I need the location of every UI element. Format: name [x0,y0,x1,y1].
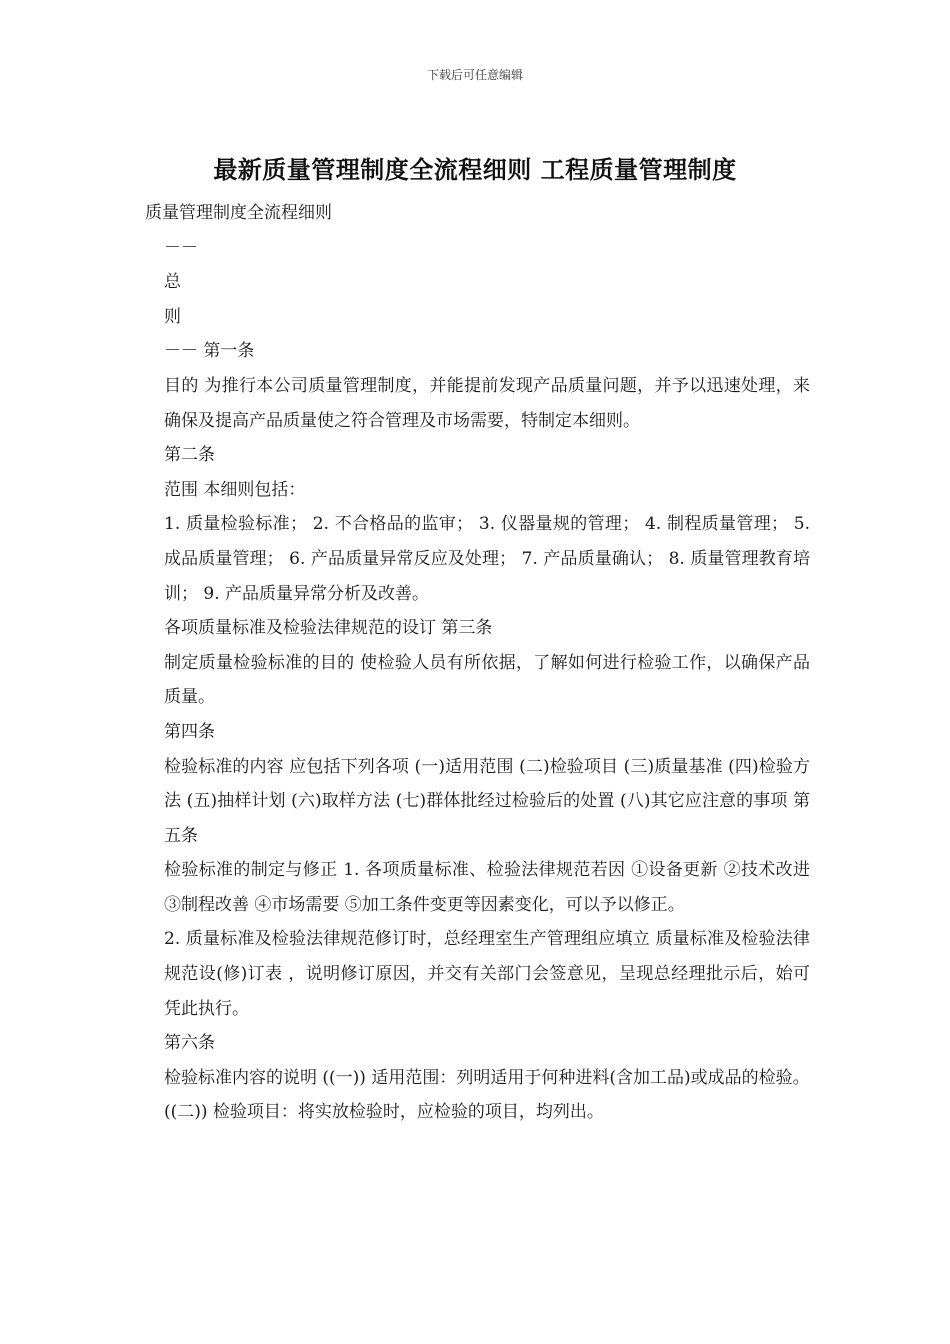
body-paragraph: 检验标准的制定与修正 1. 各项质量标准、检验法律规范若因 ①设备更新 ②技术改进 ③制程改善 ④市场需要 ⑤加工条件变更等因素变化，可以予以修正。 [164,860,810,915]
document-body [145,196,810,1130]
body-paragraph: 范围 本细则包括： [164,479,306,500]
body-paragraph: －－ 第一条 [164,341,255,362]
body-paragraph: 第六条 [164,1033,215,1054]
body-paragraph: 制定质量检验标准的目的 使检验人员有所依据，了解如何进行检验工作，以确保产品质量。 [164,652,810,708]
body-paragraph: 检验标准的内容 应包括下列各项 (一)适用范围 (二)检验项目 (三)质量基准 (四)检验方法 (五)抽样计划 (六)取样方法 (七)群体批经过检验后的处置 (八)其它应注意的事项 第五条 [164,756,810,846]
document-title: 最新质量管理制度全流程细则 工程质量管理制度 [213,156,737,184]
body-paragraph: 各项质量标准及检验法律规范的设订 第三条 [164,618,493,639]
body-paragraph: 第二条 [164,445,215,466]
body-paragraph: 则 [164,306,181,327]
body-paragraph: 总 [164,272,181,293]
body-paragraph: 目的 为推行本公司质量管理制度，并能提前发现产品质量问题，并予以迅速处理，来确保及提高产品质量使之符合管理及市场需要，特制定本细则。 [164,375,810,431]
body-paragraph: 质量管理制度全流程细则 [145,203,332,223]
body-paragraph: ((二)) 检验项目：将实放检验时，应检验的项目，均列出。 [164,1102,604,1123]
body-paragraph: 1. 质量检验标准； 2. 不合格品的监审； 3. 仪器量规的管理； 4. 制程质量管理； 5. 成品质量管理； 6. 产品质量异常反应及处理； 7. 产品质量确认； 8. 质量管理教育培训； 9. 产品质量异常分析及改善。 [164,514,810,604]
body-paragraph: －－ [164,237,198,258]
body-paragraph: 第四条 [164,721,215,742]
body-paragraph: 2. 质量标准及检验法律规范修订时，总经理室生产管理组应填立 质量标准及检验法律规范设(修)订表 ，说明修订原因，并交有关部门会签意见，呈现总经理批示后，始可凭此执行。 [164,929,810,1019]
header-note: 下载后可任意编辑 [426,68,523,82]
body-paragraph: 检验标准内容的说明 ((一)) 适用范围：列明适用于何种进料(含加工品)或成品的检验。 [164,1067,810,1088]
